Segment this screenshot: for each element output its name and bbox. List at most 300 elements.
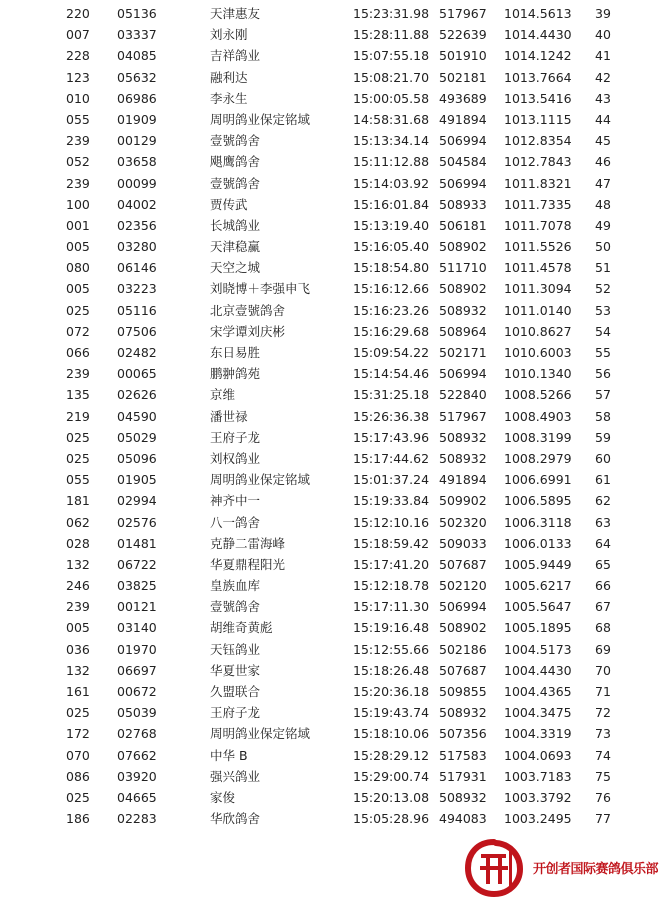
rank-cell: 62 [595, 493, 611, 509]
column-a-cell: 025 [66, 789, 90, 805]
loft-name-cell: 王府子龙 [210, 429, 261, 445]
speed-cell: 1008.5266 [504, 387, 572, 403]
table-row [0, 130, 670, 151]
loft-name-cell: 周明鸽业保定铭域 [210, 111, 311, 127]
rank-cell: 44 [595, 111, 611, 127]
ring-number-cell: 02356 [117, 217, 157, 233]
seal-logo-icon [463, 838, 525, 898]
ring-number-cell: 05096 [117, 450, 157, 466]
loft-name-cell: 刘晓博＋李强申飞 [210, 281, 311, 297]
ring-number-cell: 05116 [117, 302, 157, 318]
column-a-cell: 005 [66, 281, 90, 297]
loft-name-cell: 神齐中一 [210, 493, 261, 509]
loft-name-cell: 北京壹號鸽舍 [210, 302, 286, 318]
table-row [0, 67, 670, 88]
ring-number-cell: 00121 [117, 599, 157, 615]
ring-number-cell: 01970 [117, 641, 157, 657]
ring-number-cell: 01481 [117, 535, 157, 551]
rank-cell: 43 [595, 90, 611, 106]
rank-cell: 50 [595, 239, 611, 255]
loft-name-cell: 李永生 [210, 90, 248, 106]
column-a-cell: 025 [66, 705, 90, 721]
column-a-cell: 239 [66, 175, 90, 191]
ring-number-cell: 03337 [117, 27, 157, 43]
seal-stroke [480, 866, 508, 870]
rank-cell: 65 [595, 556, 611, 572]
rank-cell: 41 [595, 48, 611, 64]
table-row [0, 257, 670, 278]
distance-cell: 507687 [439, 662, 487, 678]
ring-number-cell: 06146 [117, 260, 157, 276]
ring-number-cell: 04665 [117, 789, 157, 805]
table-row [0, 173, 670, 194]
rank-cell: 61 [595, 472, 611, 488]
distance-cell: 517583 [439, 747, 487, 763]
distance-cell: 494083 [439, 811, 487, 827]
distance-cell: 506181 [439, 217, 487, 233]
table-row [0, 215, 670, 236]
arrival-time-cell: 15:19:43.74 [353, 705, 430, 721]
ring-number-cell: 05039 [117, 705, 157, 721]
ring-number-cell: 03658 [117, 154, 157, 170]
rank-cell: 45 [595, 133, 611, 149]
loft-name-cell: 京维 [210, 387, 236, 403]
distance-cell: 508933 [439, 196, 487, 212]
rank-cell: 72 [595, 705, 611, 721]
distance-cell: 522639 [439, 27, 487, 43]
column-a-cell: 070 [66, 747, 90, 763]
table-row [0, 723, 670, 744]
ring-number-cell: 03280 [117, 239, 157, 255]
rank-cell: 77 [595, 811, 611, 827]
loft-name-cell: 强兴鸽业 [210, 768, 261, 784]
speed-cell: 1013.7664 [504, 69, 572, 85]
loft-name-cell: 皇族血库 [210, 578, 261, 594]
speed-cell: 1004.4365 [504, 684, 572, 699]
speed-cell: 1014.4430 [504, 27, 572, 43]
table-row [0, 194, 670, 215]
column-a-cell: 062 [66, 514, 90, 530]
speed-cell: 1003.7183 [504, 768, 572, 784]
table-row [0, 427, 670, 448]
table-row [0, 512, 670, 533]
arrival-time-cell: 15:20:36.18 [353, 684, 430, 699]
distance-cell: 522840 [439, 387, 487, 403]
column-a-cell: 186 [66, 811, 90, 827]
speed-cell: 1006.6991 [504, 472, 572, 488]
loft-name-cell: 长城鸽业 [210, 217, 261, 233]
distance-cell: 502186 [439, 641, 487, 657]
distance-cell: 508902 [439, 239, 487, 255]
speed-cell: 1004.0693 [504, 747, 572, 763]
ring-number-cell: 02994 [117, 493, 157, 509]
table-row [0, 808, 670, 829]
table-row [0, 236, 670, 257]
table-row [0, 321, 670, 342]
table-row [0, 278, 670, 299]
column-a-cell: 052 [66, 154, 90, 170]
ring-number-cell: 06986 [117, 90, 157, 106]
distance-cell: 508902 [439, 620, 487, 636]
ring-number-cell: 00065 [117, 366, 157, 382]
ring-number-cell: 07506 [117, 323, 157, 339]
column-a-cell: 010 [66, 90, 90, 106]
table-row [0, 596, 670, 617]
club-name: 开创者国际赛鸽俱乐部 [533, 862, 659, 877]
arrival-time-cell: 15:28:29.12 [353, 747, 430, 763]
column-a-cell: 036 [66, 641, 90, 657]
distance-cell: 508932 [439, 302, 487, 318]
loft-name-cell: 宋学谭刘庆彬 [210, 323, 286, 339]
speed-cell: 1012.7843 [504, 154, 572, 170]
rank-cell: 53 [595, 302, 611, 318]
loft-name-cell: 久盟联合 [210, 684, 261, 699]
loft-name-cell: 周明鸽业保定铭域 [210, 472, 311, 488]
speed-cell: 1010.8627 [504, 323, 572, 339]
loft-name-cell: 壹號鸽舍 [210, 133, 261, 149]
ring-number-cell: 05136 [117, 6, 157, 21]
loft-name-cell: 天钰鸽业 [210, 641, 261, 657]
distance-cell: 502120 [439, 578, 487, 594]
speed-cell: 1014.5613 [504, 6, 572, 21]
speed-cell: 1011.5526 [504, 239, 572, 255]
arrival-time-cell: 15:13:19.40 [353, 217, 430, 233]
ring-number-cell: 03920 [117, 768, 157, 784]
distance-cell: 517931 [439, 768, 487, 784]
distance-cell: 517967 [439, 6, 487, 21]
column-a-cell: 219 [66, 408, 90, 424]
arrival-time-cell: 15:07:55.18 [353, 48, 430, 64]
ring-number-cell: 00672 [117, 684, 157, 699]
loft-name-cell: 壹號鸽舍 [210, 599, 261, 615]
rank-cell: 51 [595, 260, 611, 276]
ring-number-cell: 04085 [117, 48, 157, 64]
loft-name-cell: 天空之城 [210, 260, 261, 276]
club-logo [463, 838, 668, 898]
ring-number-cell: 03140 [117, 620, 157, 636]
column-a-cell: 172 [66, 726, 90, 742]
speed-cell: 1004.3319 [504, 726, 572, 742]
rank-cell: 58 [595, 408, 611, 424]
rank-cell: 68 [595, 620, 611, 636]
distance-cell: 508964 [439, 323, 487, 339]
rank-cell: 71 [595, 684, 611, 699]
distance-cell: 508932 [439, 450, 487, 466]
ring-number-cell: 02626 [117, 387, 157, 403]
arrival-time-cell: 15:09:54.22 [353, 345, 430, 360]
speed-cell: 1006.5895 [504, 493, 572, 509]
rank-cell: 54 [595, 323, 611, 339]
distance-cell: 493689 [439, 90, 487, 106]
rank-cell: 48 [595, 196, 611, 212]
loft-name-cell: 周明鸽业保定铭域 [210, 726, 311, 742]
arrival-time-cell: 15:05:28.96 [353, 811, 430, 827]
arrival-time-cell: 15:16:01.84 [353, 196, 430, 212]
arrival-time-cell: 15:18:59.42 [353, 535, 430, 551]
rank-cell: 70 [595, 662, 611, 678]
speed-cell: 1006.3118 [504, 514, 572, 530]
rank-cell: 75 [595, 768, 611, 784]
arrival-time-cell: 15:18:54.80 [353, 260, 430, 276]
loft-name-cell: 中华 B [210, 747, 248, 763]
distance-cell: 507687 [439, 556, 487, 572]
distance-cell: 491894 [439, 111, 487, 127]
column-a-cell: 220 [66, 6, 90, 21]
rank-cell: 42 [595, 69, 611, 85]
speed-cell: 1011.0140 [504, 302, 572, 318]
rank-cell: 63 [595, 514, 611, 530]
distance-cell: 508902 [439, 281, 487, 297]
arrival-time-cell: 15:12:10.16 [353, 514, 430, 530]
rank-cell: 66 [595, 578, 611, 594]
rank-cell: 69 [595, 641, 611, 657]
table-row [0, 681, 670, 702]
column-a-cell: 005 [66, 620, 90, 636]
column-a-cell: 025 [66, 450, 90, 466]
speed-cell: 1013.1115 [504, 111, 572, 127]
arrival-time-cell: 15:16:12.66 [353, 281, 430, 297]
speed-cell: 1005.5647 [504, 599, 572, 615]
arrival-time-cell: 15:12:55.66 [353, 641, 430, 657]
speed-cell: 1011.4578 [504, 260, 572, 276]
table-row [0, 3, 670, 24]
loft-name-cell: 吉祥鸽业 [210, 48, 261, 64]
rank-cell: 49 [595, 217, 611, 233]
arrival-time-cell: 15:14:03.92 [353, 175, 430, 191]
speed-cell: 1010.1340 [504, 366, 572, 382]
arrival-time-cell: 15:19:16.48 [353, 620, 430, 636]
table-row [0, 554, 670, 575]
column-a-cell: 123 [66, 69, 90, 85]
table-row [0, 787, 670, 808]
table-row [0, 660, 670, 681]
loft-name-cell: 王府子龙 [210, 705, 261, 721]
ring-number-cell: 04590 [117, 408, 157, 424]
table-row [0, 109, 670, 130]
distance-cell: 517967 [439, 408, 487, 424]
arrival-time-cell: 15:01:37.24 [353, 472, 430, 488]
arrival-time-cell: 15:16:23.26 [353, 302, 430, 318]
column-a-cell: 055 [66, 111, 90, 127]
distance-cell: 506994 [439, 366, 487, 382]
speed-cell: 1011.7335 [504, 196, 572, 212]
arrival-time-cell: 15:20:13.08 [353, 789, 430, 805]
rank-cell: 55 [595, 345, 611, 360]
loft-name-cell: 鹏翀鸽苑 [210, 366, 261, 382]
column-a-cell: 072 [66, 323, 90, 339]
loft-name-cell: 东日易胜 [210, 345, 261, 360]
speed-cell: 1011.8321 [504, 175, 572, 191]
table-row [0, 617, 670, 638]
column-a-cell: 025 [66, 429, 90, 445]
seal-stroke [509, 850, 512, 886]
ring-number-cell: 06722 [117, 556, 157, 572]
rank-cell: 67 [595, 599, 611, 615]
rank-cell: 56 [595, 366, 611, 382]
speed-cell: 1004.5173 [504, 641, 572, 657]
distance-cell: 507356 [439, 726, 487, 742]
table-row [0, 469, 670, 490]
distance-cell: 511710 [439, 260, 487, 276]
arrival-time-cell: 15:17:11.30 [353, 599, 430, 615]
arrival-time-cell: 15:17:44.62 [353, 450, 430, 466]
arrival-time-cell: 15:23:31.98 [353, 6, 430, 21]
column-a-cell: 132 [66, 662, 90, 678]
table-row [0, 300, 670, 321]
column-a-cell: 001 [66, 217, 90, 233]
speed-cell: 1013.5416 [504, 90, 572, 106]
speed-cell: 1005.1895 [504, 620, 572, 636]
speed-cell: 1004.4430 [504, 662, 572, 678]
distance-cell: 501910 [439, 48, 487, 64]
table-row [0, 384, 670, 405]
column-a-cell: 086 [66, 768, 90, 784]
column-a-cell: 132 [66, 556, 90, 572]
table-row [0, 533, 670, 554]
table-row [0, 342, 670, 363]
ring-number-cell: 07662 [117, 747, 157, 763]
rank-cell: 57 [595, 387, 611, 403]
column-a-cell: 005 [66, 239, 90, 255]
rank-cell: 73 [595, 726, 611, 742]
speed-cell: 1004.3475 [504, 705, 572, 721]
table-row [0, 575, 670, 596]
loft-name-cell: 壹號鸽舍 [210, 175, 261, 191]
table-row [0, 45, 670, 66]
column-a-cell: 246 [66, 578, 90, 594]
loft-name-cell: 潘世禄 [210, 408, 248, 424]
arrival-time-cell: 15:31:25.18 [353, 387, 430, 403]
distance-cell: 506994 [439, 133, 487, 149]
table-row [0, 88, 670, 109]
column-a-cell: 025 [66, 302, 90, 318]
ring-number-cell: 05029 [117, 429, 157, 445]
loft-name-cell: 华夏世家 [210, 662, 261, 678]
table-row [0, 448, 670, 469]
speed-cell: 1005.9449 [504, 556, 572, 572]
loft-name-cell: 贾传武 [210, 196, 248, 212]
rank-cell: 64 [595, 535, 611, 551]
table-row [0, 639, 670, 660]
rank-cell: 40 [595, 27, 611, 43]
column-a-cell: 239 [66, 599, 90, 615]
column-a-cell: 161 [66, 684, 90, 699]
arrival-time-cell: 15:26:36.38 [353, 408, 430, 424]
arrival-time-cell: 14:58:31.68 [353, 111, 430, 127]
column-a-cell: 228 [66, 48, 90, 64]
distance-cell: 508932 [439, 429, 487, 445]
arrival-time-cell: 15:12:18.78 [353, 578, 430, 594]
column-a-cell: 007 [66, 27, 90, 43]
loft-name-cell: 天津稳赢 [210, 239, 261, 255]
distance-cell: 491894 [439, 472, 487, 488]
column-a-cell: 135 [66, 387, 90, 403]
distance-cell: 504584 [439, 154, 487, 170]
column-a-cell: 055 [66, 472, 90, 488]
ring-number-cell: 02768 [117, 726, 157, 742]
loft-name-cell: 克静二雷海峰 [210, 535, 286, 551]
speed-cell: 1008.2979 [504, 450, 572, 466]
loft-name-cell: 家俊 [210, 789, 236, 805]
results-table [0, 3, 670, 829]
rank-cell: 52 [595, 281, 611, 297]
speed-cell: 1012.8354 [504, 133, 572, 149]
distance-cell: 502171 [439, 345, 487, 360]
table-row [0, 151, 670, 172]
loft-name-cell: 华欣鸽舍 [210, 811, 261, 827]
distance-cell: 508932 [439, 789, 487, 805]
arrival-time-cell: 15:14:54.46 [353, 366, 430, 382]
distance-cell: 506994 [439, 175, 487, 191]
column-a-cell: 066 [66, 345, 90, 360]
distance-cell: 509902 [439, 493, 487, 509]
column-a-cell: 181 [66, 493, 90, 509]
ring-number-cell: 05632 [117, 69, 157, 85]
table-row [0, 24, 670, 45]
ring-number-cell: 02482 [117, 345, 157, 360]
ring-number-cell: 06697 [117, 662, 157, 678]
arrival-time-cell: 15:17:41.20 [353, 556, 430, 572]
speed-cell: 1010.6003 [504, 345, 572, 360]
arrival-time-cell: 15:19:33.84 [353, 493, 430, 509]
table-row [0, 406, 670, 427]
arrival-time-cell: 15:11:12.88 [353, 154, 430, 170]
column-a-cell: 239 [66, 366, 90, 382]
ring-number-cell: 04002 [117, 196, 157, 212]
arrival-time-cell: 15:18:10.06 [353, 726, 430, 742]
column-a-cell: 100 [66, 196, 90, 212]
table-row [0, 766, 670, 787]
loft-name-cell: 天津惠友 [210, 6, 261, 21]
loft-name-cell: 融利达 [210, 69, 248, 85]
distance-cell: 506994 [439, 599, 487, 615]
arrival-time-cell: 15:18:26.48 [353, 662, 430, 678]
speed-cell: 1005.6217 [504, 578, 572, 594]
ring-number-cell: 02576 [117, 514, 157, 530]
loft-name-cell: 刘永刚 [210, 27, 248, 43]
rank-cell: 74 [595, 747, 611, 763]
loft-name-cell: 刘权鸽业 [210, 450, 261, 466]
speed-cell: 1014.1242 [504, 48, 572, 64]
speed-cell: 1011.7078 [504, 217, 572, 233]
seal-stroke [481, 854, 506, 858]
loft-name-cell: 华夏鼎程阳光 [210, 556, 286, 572]
rank-cell: 59 [595, 429, 611, 445]
rank-cell: 47 [595, 175, 611, 191]
rank-cell: 60 [595, 450, 611, 466]
arrival-time-cell: 15:13:34.14 [353, 133, 430, 149]
ring-number-cell: 01905 [117, 472, 157, 488]
seal-stroke [498, 854, 502, 884]
table-row [0, 702, 670, 723]
ring-number-cell: 01909 [117, 111, 157, 127]
column-a-cell: 080 [66, 260, 90, 276]
arrival-time-cell: 15:00:05.58 [353, 90, 430, 106]
rank-cell: 76 [595, 789, 611, 805]
distance-cell: 502181 [439, 69, 487, 85]
arrival-time-cell: 15:28:11.88 [353, 27, 430, 43]
arrival-time-cell: 15:17:43.96 [353, 429, 430, 445]
arrival-time-cell: 15:16:29.68 [353, 323, 430, 339]
ring-number-cell: 03223 [117, 281, 157, 297]
loft-name-cell: 飓鹰鸽舍 [210, 154, 261, 170]
rank-cell: 46 [595, 154, 611, 170]
arrival-time-cell: 15:16:05.40 [353, 239, 430, 255]
speed-cell: 1008.3199 [504, 429, 572, 445]
loft-name-cell: 八一鸽舍 [210, 514, 261, 530]
distance-cell: 508932 [439, 705, 487, 721]
distance-cell: 502320 [439, 514, 487, 530]
